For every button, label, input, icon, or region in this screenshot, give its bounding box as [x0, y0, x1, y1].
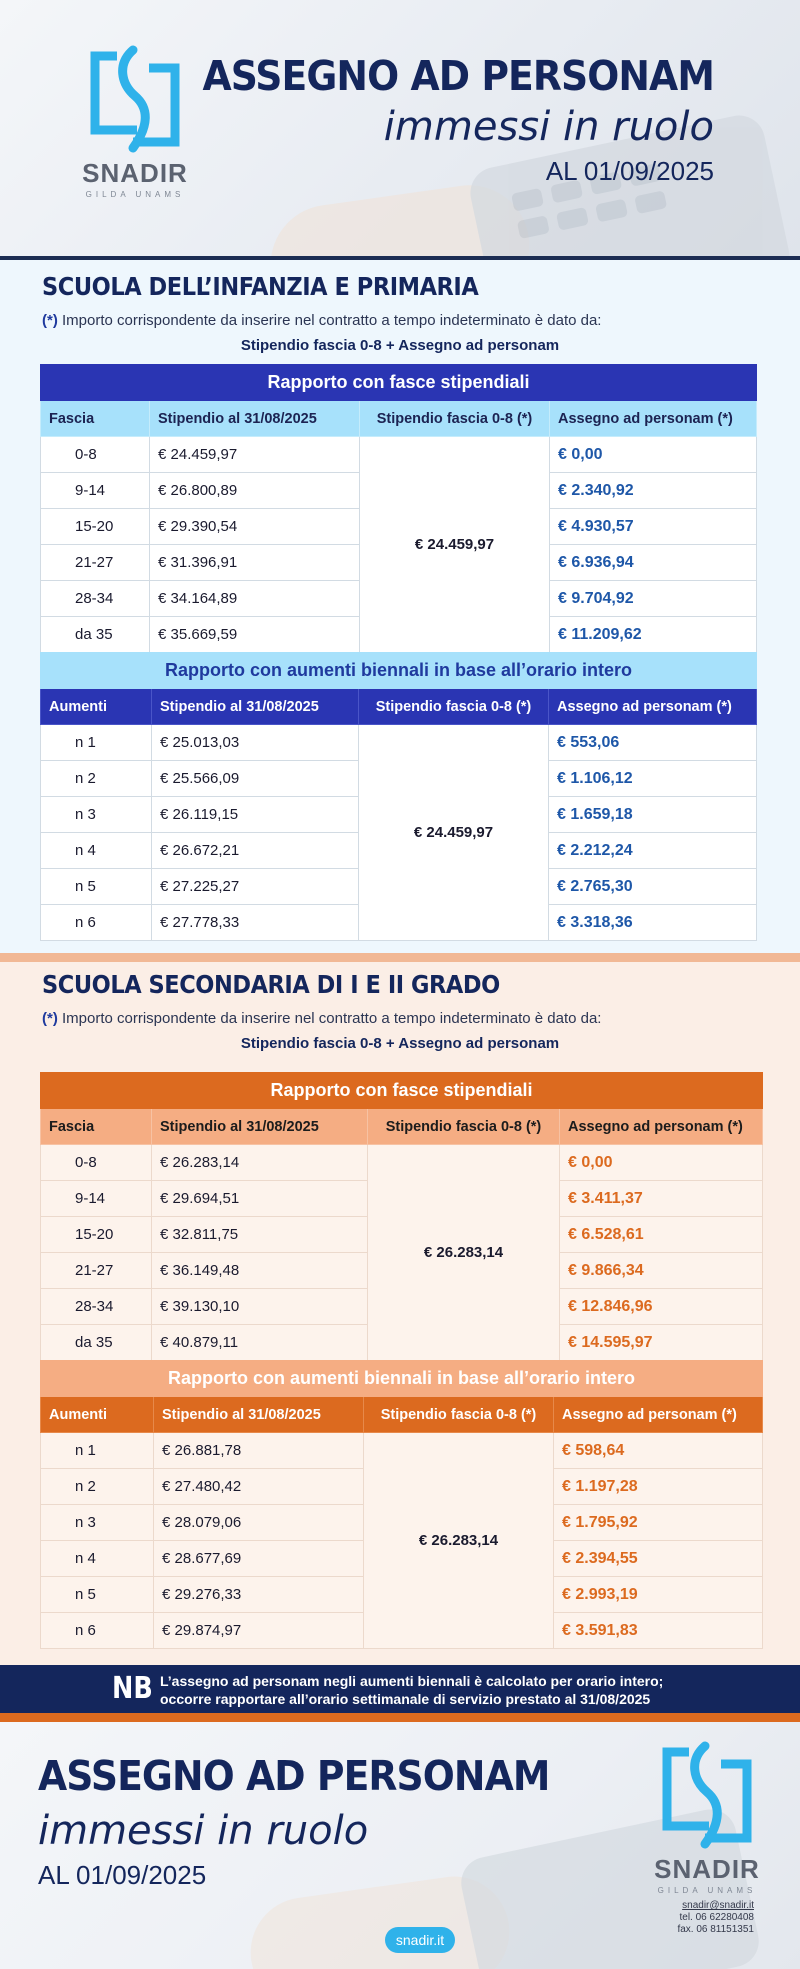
row-assegno: € 4.930,57: [550, 509, 757, 545]
row-assegno: € 0,00: [550, 437, 757, 473]
table-header-row: [41, 1397, 763, 1433]
row-label: 0-8: [41, 437, 150, 473]
note-marker: (*): [42, 1010, 58, 1027]
row-stipendio: € 29.694,51: [152, 1181, 368, 1217]
table-header-row: [41, 689, 757, 725]
col-header: Stipendio al 31/08/2025: [154, 1397, 364, 1433]
col-header: Assegno ad personam (*): [549, 689, 757, 725]
base-stipendio: € 24.459,97: [359, 725, 549, 941]
row-stipendio: € 36.149,48: [152, 1253, 368, 1289]
snadir-logo: [80, 44, 190, 199]
logo-name: SNADIR: [82, 158, 188, 188]
row-stipendio: € 31.396,91: [150, 545, 360, 581]
footer-title: ASSEGNO AD PERSONAM: [38, 1752, 550, 1800]
row-label: da 35: [41, 1325, 152, 1361]
table-row: [41, 725, 757, 761]
page-subtitle: immessi in ruolo: [383, 104, 714, 150]
row-stipendio: € 25.566,09: [152, 761, 359, 797]
table-row: [41, 1433, 763, 1469]
table-band-title: Rapporto con aumenti biennali in base all’orario intero: [41, 1361, 763, 1397]
row-assegno: € 2.765,30: [549, 869, 757, 905]
row-assegno: € 1.659,18: [549, 797, 757, 833]
row-stipendio: € 26.881,78: [154, 1433, 364, 1469]
row-assegno: € 9.866,34: [560, 1253, 763, 1289]
contact-email[interactable]: snadir@snadir.it: [682, 1900, 754, 1911]
row-stipendio: € 26.119,15: [152, 797, 359, 833]
table-band-title: Rapporto con fasce stipendiali: [41, 365, 757, 401]
contact-tel: tel. 06 62280408: [679, 1912, 754, 1923]
note-marker: (*): [42, 312, 58, 329]
table-row: [41, 437, 757, 473]
row-assegno: € 1.795,92: [554, 1505, 763, 1541]
col-header: Assegno ad personam (*): [554, 1397, 763, 1433]
section-divider: [0, 953, 800, 962]
row-label: 15-20: [41, 1217, 152, 1253]
row-label: n 5: [41, 1577, 154, 1613]
logo-subtitle: GILDA UNAMS: [657, 1886, 757, 1895]
footer-subtitle: immessi in ruolo: [38, 1808, 369, 1854]
table-fasce-secondaria: [40, 1072, 763, 1361]
row-stipendio: € 29.276,33: [154, 1577, 364, 1613]
contacts: [677, 1900, 754, 1936]
page-title: ASSEGNO AD PERSONAM: [202, 52, 714, 100]
section-title: SCUOLA DELL’INFANZIA E PRIMARIA: [42, 272, 479, 301]
row-stipendio: € 29.390,54: [150, 509, 360, 545]
row-assegno: € 12.846,96: [560, 1289, 763, 1325]
footer-divider: [0, 1713, 800, 1722]
section-note: [42, 1010, 601, 1027]
row-assegno: € 2.993,19: [554, 1577, 763, 1613]
base-stipendio: € 26.283,14: [368, 1145, 560, 1361]
col-header: Stipendio al 31/08/2025: [150, 401, 360, 437]
nb-text: [160, 1672, 720, 1708]
row-stipendio: € 26.283,14: [152, 1145, 368, 1181]
base-stipendio: € 26.283,14: [364, 1433, 554, 1649]
col-header: Fascia: [41, 401, 150, 437]
row-assegno: € 3.591,83: [554, 1613, 763, 1649]
base-stipendio: € 24.459,97: [360, 437, 550, 653]
section-secondaria: [0, 962, 800, 1665]
row-stipendio: € 32.811,75: [152, 1217, 368, 1253]
footer-banner: [0, 1722, 800, 1969]
col-header: Assegno ad personam (*): [560, 1109, 763, 1145]
row-stipendio: € 27.480,42: [154, 1469, 364, 1505]
section-title: SCUOLA SECONDARIA DI I E II GRADO: [42, 970, 500, 999]
row-label: n 4: [41, 1541, 154, 1577]
snadir-logo: [652, 1740, 762, 1895]
nb-line: occorre rapportare all’orario settimanale di servizio prestato al 31/08/2025: [160, 1691, 651, 1707]
row-label: n 1: [41, 1433, 154, 1469]
row-label: n 6: [41, 1613, 154, 1649]
row-assegno: € 2.212,24: [549, 833, 757, 869]
table-header-row: [41, 401, 757, 437]
table-aumenti-secondaria: [40, 1360, 763, 1649]
row-assegno: € 1.106,12: [549, 761, 757, 797]
section-infanzia-primaria: [0, 260, 800, 953]
row-stipendio: € 35.669,59: [150, 617, 360, 653]
row-stipendio: € 39.130,10: [152, 1289, 368, 1325]
col-header: Aumenti: [41, 1397, 154, 1433]
row-label: n 3: [41, 797, 152, 833]
row-stipendio: € 28.079,06: [154, 1505, 364, 1541]
table-header-row: [41, 1109, 763, 1145]
row-label: 28-34: [41, 581, 150, 617]
note-text: Importo corrispondente da inserire nel contratto a tempo indeterminato è dato da:: [57, 312, 602, 329]
row-stipendio: € 27.778,33: [152, 905, 359, 941]
row-assegno: € 2.394,55: [554, 1541, 763, 1577]
col-header: Assegno ad personam (*): [550, 401, 757, 437]
row-stipendio: € 24.459,97: [150, 437, 360, 473]
row-label: n 1: [41, 725, 152, 761]
snadir-logo-mark-icon: [659, 1740, 755, 1850]
row-stipendio: € 28.677,69: [154, 1541, 364, 1577]
row-assegno: € 1.197,28: [554, 1469, 763, 1505]
nb-label: NB: [112, 1671, 153, 1706]
snadir-logo-mark-icon: [87, 44, 183, 154]
row-label: n 5: [41, 869, 152, 905]
row-label: 21-27: [41, 1253, 152, 1289]
logo-name: SNADIR: [654, 1854, 760, 1884]
footer-date: AL 01/09/2025: [38, 1860, 207, 1890]
row-label: n 3: [41, 1505, 154, 1541]
col-header: Stipendio fascia 0-8 (*): [360, 401, 550, 437]
row-assegno: € 11.209,62: [550, 617, 757, 653]
table-band-title: Rapporto con fasce stipendiali: [41, 1073, 763, 1109]
row-assegno: € 3.318,36: [549, 905, 757, 941]
table-band-title: Rapporto con aumenti biennali in base all’orario intero: [41, 653, 757, 689]
row-assegno: € 3.411,37: [560, 1181, 763, 1217]
row-label: 9-14: [41, 1181, 152, 1217]
page-date: AL 01/09/2025: [545, 156, 714, 186]
contact-fax: fax. 06 81151351: [677, 1924, 754, 1935]
nb-notice: [0, 1665, 800, 1713]
table-row: [41, 1145, 763, 1181]
row-assegno: € 6.528,61: [560, 1217, 763, 1253]
table-fasce-infanzia: [40, 364, 757, 653]
row-label: 9-14: [41, 473, 150, 509]
header-banner: [0, 0, 800, 256]
col-header: Fascia: [41, 1109, 152, 1145]
row-assegno: € 598,64: [554, 1433, 763, 1469]
row-stipendio: € 40.879,11: [152, 1325, 368, 1361]
row-assegno: € 14.595,97: [560, 1325, 763, 1361]
row-stipendio: € 26.672,21: [152, 833, 359, 869]
row-label: n 4: [41, 833, 152, 869]
row-assegno: € 2.340,92: [550, 473, 757, 509]
row-assegno: € 6.936,94: [550, 545, 757, 581]
row-label: n 6: [41, 905, 152, 941]
nb-line: L’assegno ad personam negli aumenti biennali è calcolato per orario intero;: [160, 1673, 664, 1689]
row-stipendio: € 25.013,03: [152, 725, 359, 761]
section-formula: Stipendio fascia 0-8 + Assegno ad personam: [240, 337, 560, 354]
section-formula: Stipendio fascia 0-8 + Assegno ad personam: [240, 1035, 560, 1052]
col-header: Stipendio fascia 0-8 (*): [364, 1397, 554, 1433]
row-label: 15-20: [41, 509, 150, 545]
row-label: n 2: [41, 1469, 154, 1505]
row-stipendio: € 27.225,27: [152, 869, 359, 905]
col-header: Stipendio al 31/08/2025: [152, 1109, 368, 1145]
row-stipendio: € 26.800,89: [150, 473, 360, 509]
logo-subtitle: GILDA UNAMS: [85, 190, 185, 199]
row-label: da 35: [41, 617, 150, 653]
col-header: Stipendio fascia 0-8 (*): [359, 689, 549, 725]
row-assegno: € 553,06: [549, 725, 757, 761]
section-note: [42, 312, 601, 329]
table-aumenti-infanzia: [40, 652, 757, 941]
row-stipendio: € 29.874,97: [154, 1613, 364, 1649]
col-header: Stipendio fascia 0-8 (*): [368, 1109, 560, 1145]
row-label: 0-8: [41, 1145, 152, 1181]
row-assegno: € 9.704,92: [550, 581, 757, 617]
col-header: Aumenti: [41, 689, 152, 725]
row-label: 28-34: [41, 1289, 152, 1325]
row-stipendio: € 34.164,89: [150, 581, 360, 617]
row-label: 21-27: [41, 545, 150, 581]
note-text: Importo corrispondente da inserire nel contratto a tempo indeterminato è dato da:: [57, 1010, 602, 1027]
row-assegno: € 0,00: [560, 1145, 763, 1181]
col-header: Stipendio al 31/08/2025: [152, 689, 359, 725]
website-link[interactable]: snadir.it: [385, 1927, 455, 1953]
row-label: n 2: [41, 761, 152, 797]
